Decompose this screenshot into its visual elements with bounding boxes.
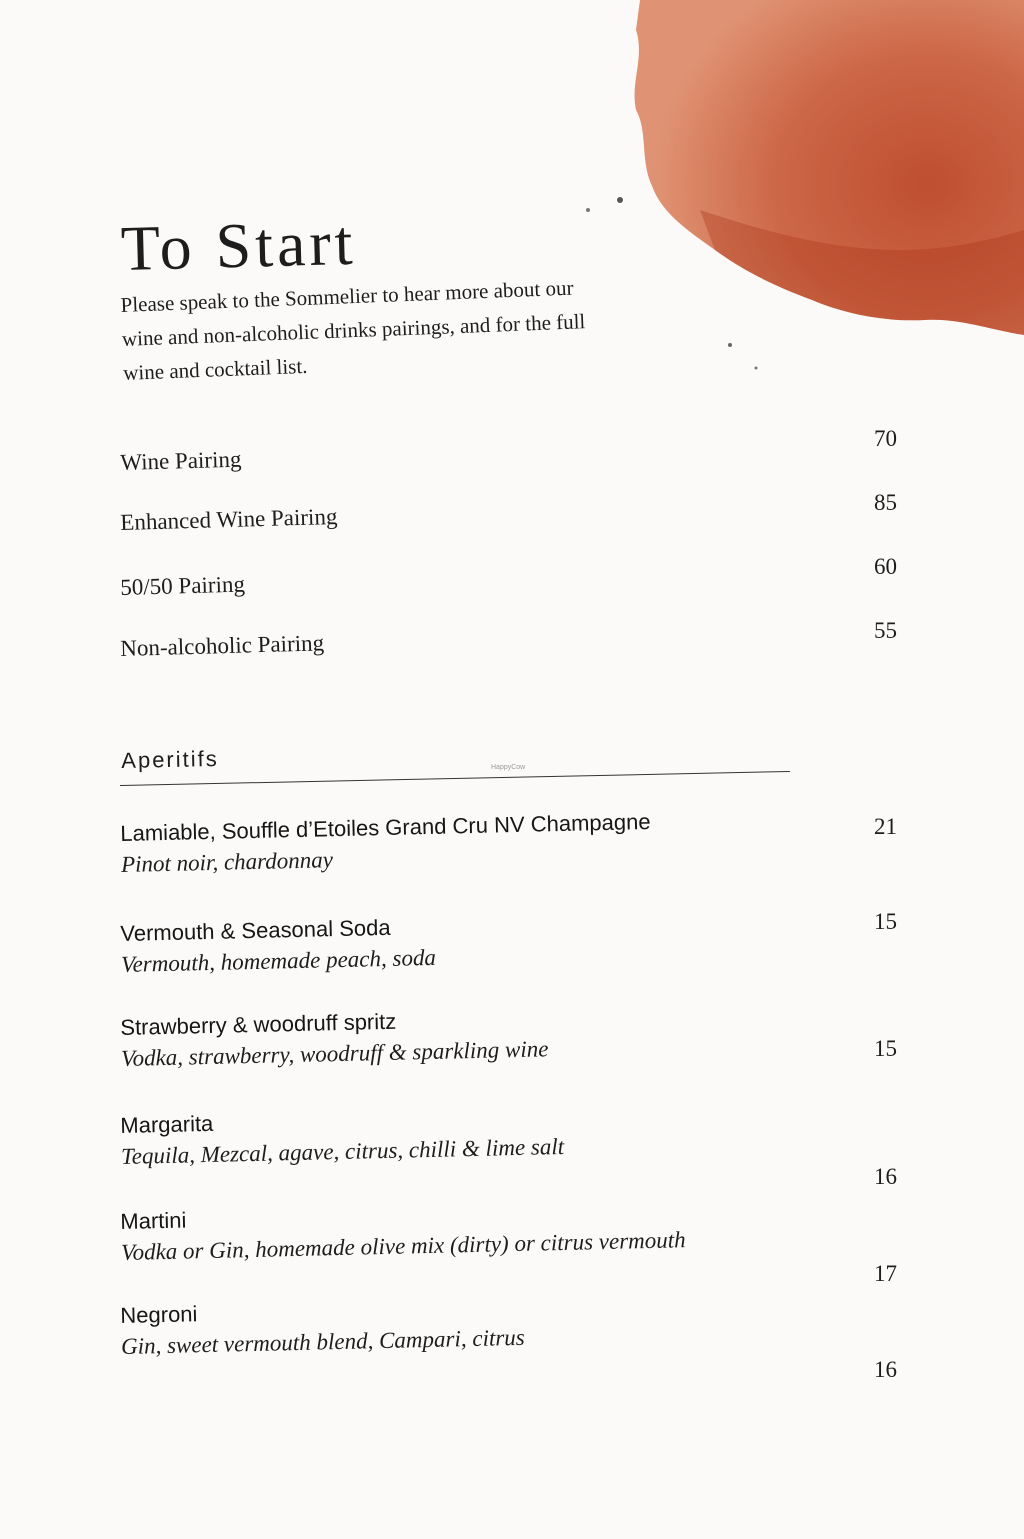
drink-description: Vodka or Gin, homemade olive mix (dirty) or citrus vermouth <box>120 1227 686 1265</box>
watermark-text: HappyCow <box>491 764 526 771</box>
drink-item-strawberry-spritz <box>120 996 821 1074</box>
section-title-aperitifs: Aperitifs <box>121 745 219 773</box>
drink-name: Martini <box>120 1207 187 1234</box>
pairing-label-non-alcoholic: Non-alcoholic Pairing <box>120 630 325 661</box>
drink-item-martini <box>120 1190 821 1268</box>
drink-description: Vodka, strawberry, woodruff & sparkling wine <box>120 1036 549 1071</box>
pairing-price-non-alcoholic: 55 <box>874 618 897 643</box>
drink-name: Margarita <box>120 1110 214 1138</box>
pairing-price-fifty-fifty: 60 <box>874 554 897 579</box>
pairing-label-fifty-fifty: 50/50 Pairing <box>120 571 246 600</box>
pairing-price-wine: 70 <box>874 426 897 451</box>
drink-item-negroni <box>120 1284 821 1362</box>
drink-price-champagne: 21 <box>874 814 897 839</box>
drink-name: Vermouth & Seasonal Soda <box>120 914 391 946</box>
drink-item-vermouth-soda <box>120 902 821 980</box>
drink-description: Tequila, Mezcal, agave, citrus, chilli & lime salt <box>120 1133 565 1169</box>
drink-name: Negroni <box>120 1301 198 1328</box>
intro-text: Please speak to the Sommelier to hear more about our wine and non-alcoholic drinks pairings, and for the full wine and cocktail list. <box>120 275 586 385</box>
drink-description: Pinot noir, chardonnay <box>120 847 334 877</box>
drink-price-strawberry-spritz: 15 <box>874 1036 897 1061</box>
drink-price-negroni: 16 <box>874 1357 897 1382</box>
drink-name: Lamiable, Souffle d’Etoiles Grand Cru NV Champagne <box>120 808 651 846</box>
pairing-label-wine: Wine Pairing <box>120 446 242 475</box>
pairing-label-enhanced-wine: Enhanced Wine Pairing <box>120 503 338 535</box>
drink-description: Gin, sweet vermouth blend, Campari, citrus <box>120 1324 525 1359</box>
drink-name: Strawberry & woodruff spritz <box>120 1008 397 1040</box>
drink-price-margarita: 16 <box>874 1164 897 1189</box>
page-title: To Start <box>120 206 358 284</box>
drink-price-vermouth-soda: 15 <box>874 909 897 934</box>
drink-description: Vermouth, homemade peach, soda <box>120 944 437 977</box>
drink-item-champagne <box>120 802 821 880</box>
pairing-price-enhanced-wine: 85 <box>874 490 897 515</box>
drink-price-martini: 17 <box>874 1261 897 1286</box>
section-divider <box>120 771 790 786</box>
drink-item-margarita <box>120 1094 821 1172</box>
